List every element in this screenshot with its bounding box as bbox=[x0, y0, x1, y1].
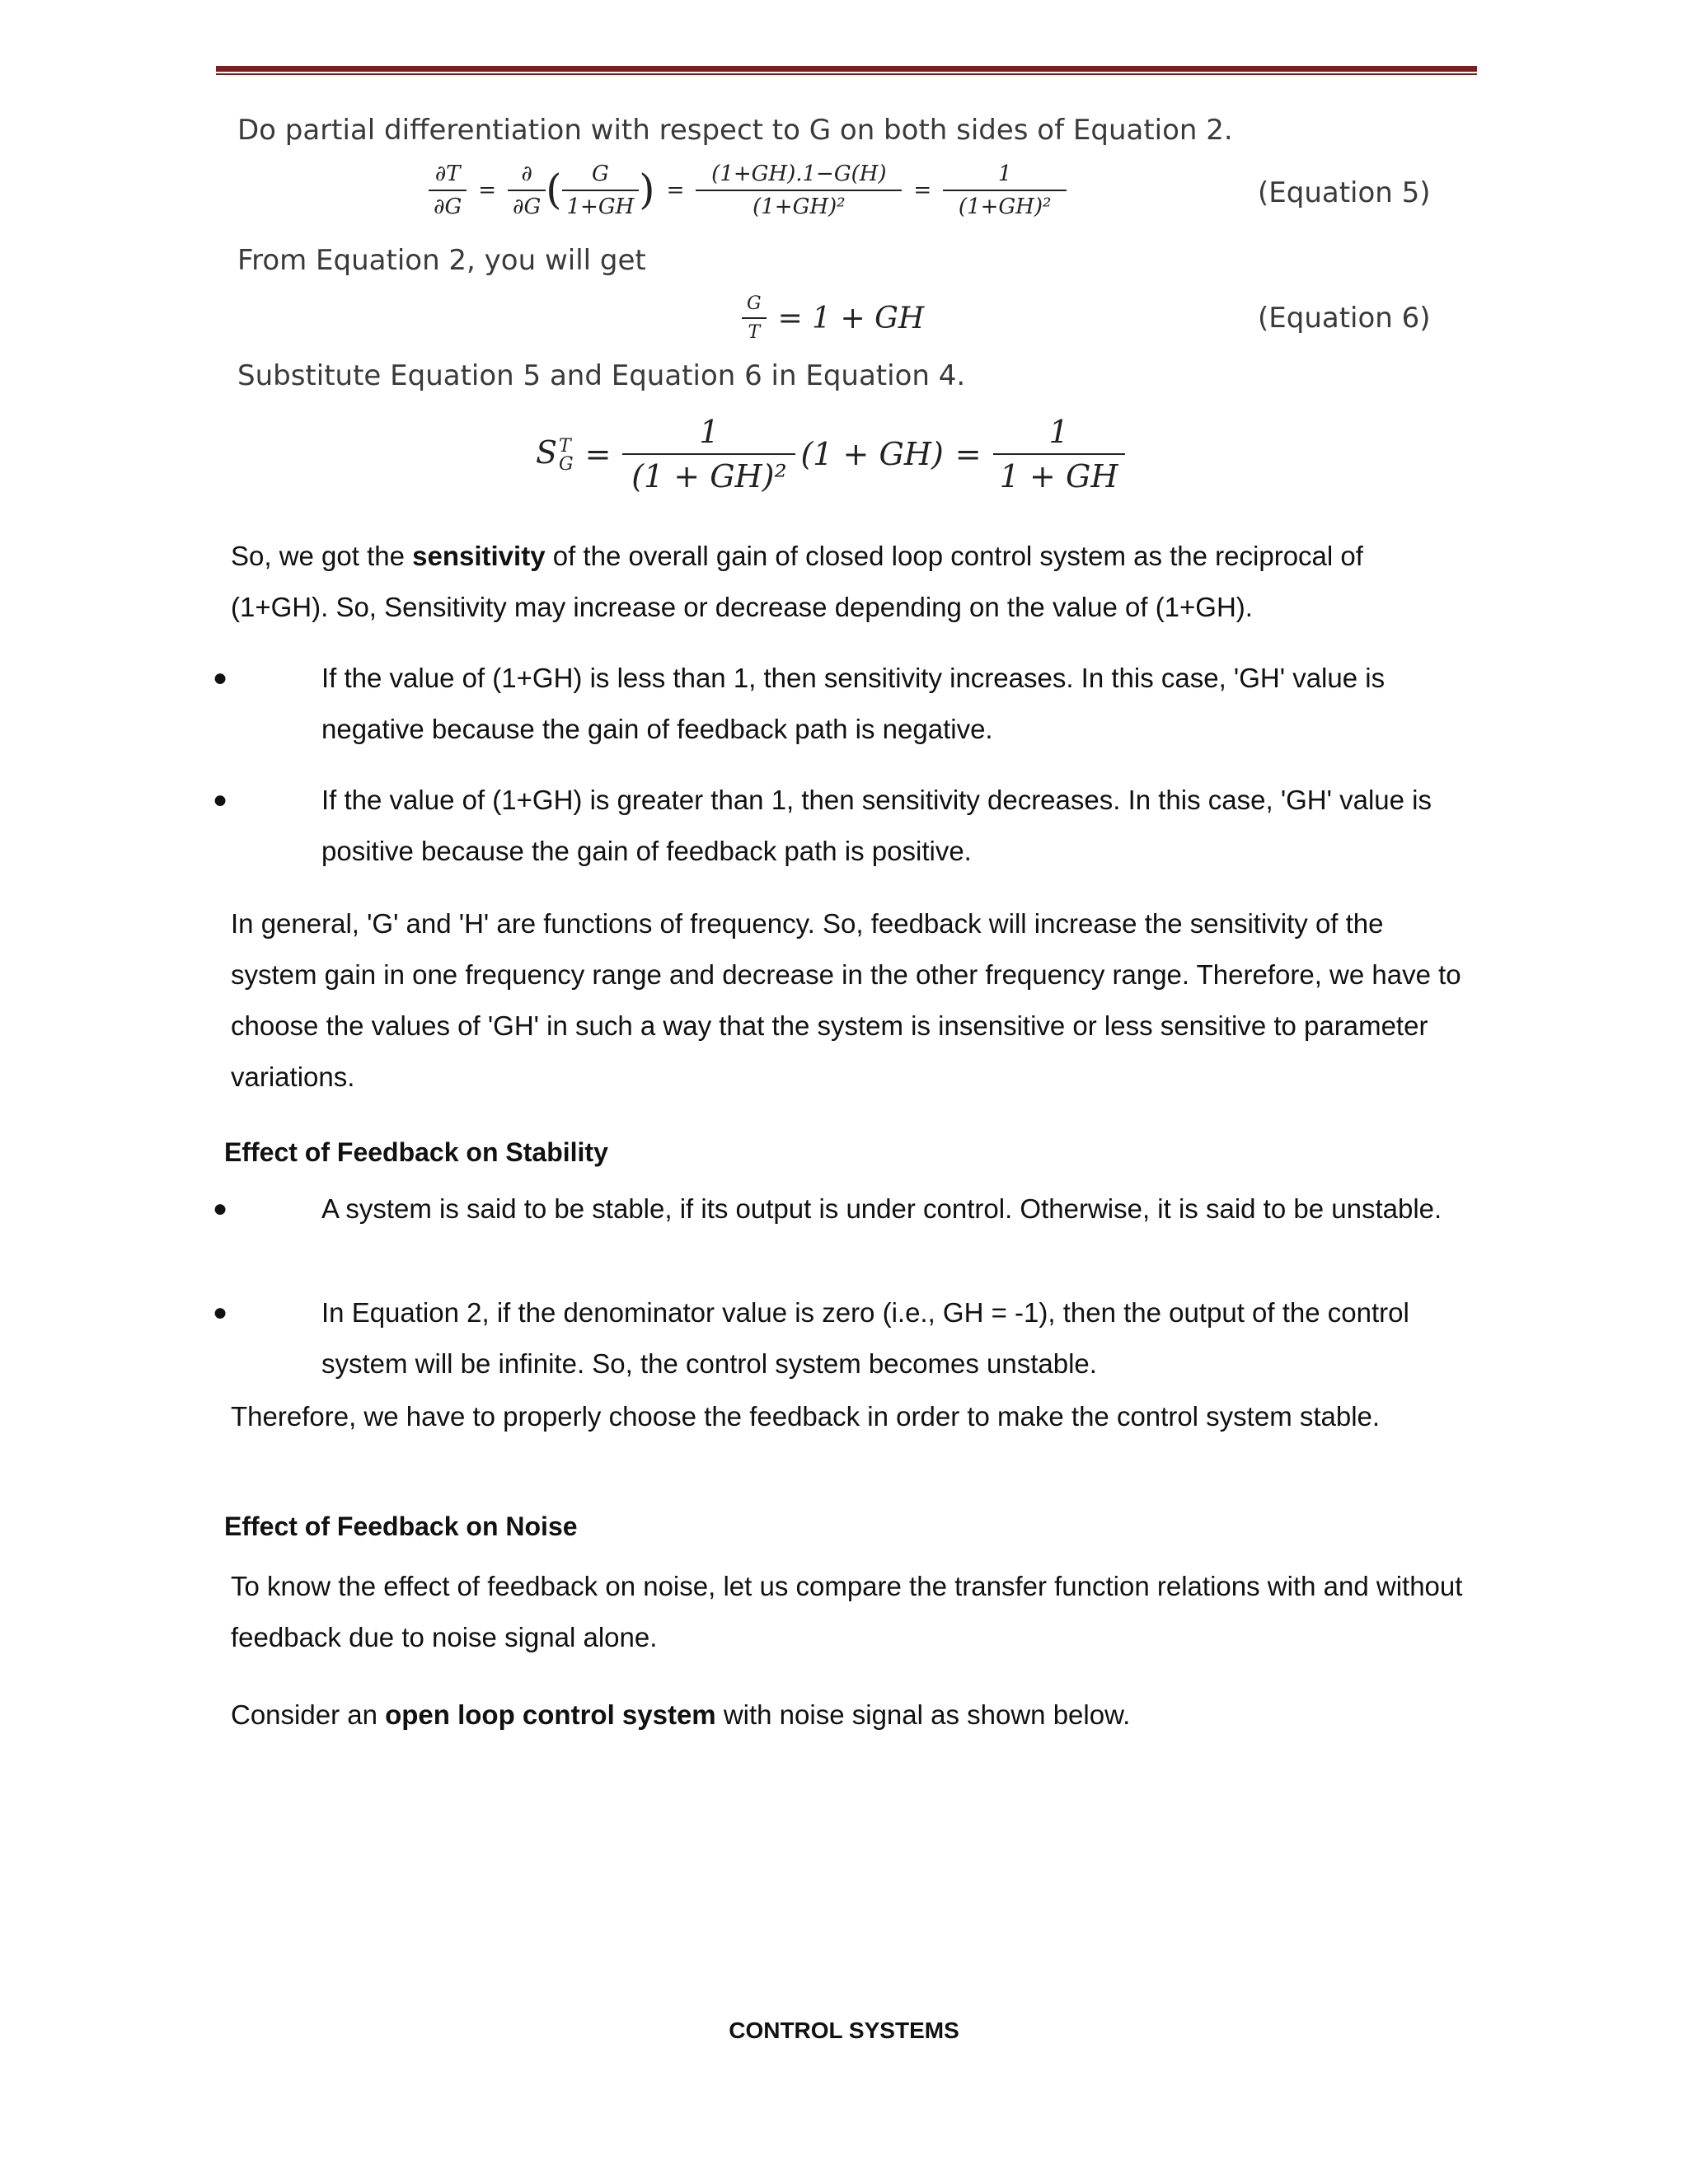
frequency-paragraph: In general, 'G' and 'H' are functions of frequency. So, feedback will increase the sensitivity of the system gain in one frequency range and decrease in the other frequency range. Therefore, we have to choose the values of 'GH' in such a way that the system is insensitive or less sensitive to parameter variations. bbox=[231, 908, 1461, 1092]
header-rule-thin bbox=[216, 73, 1477, 75]
open-loop-paragraph: Consider an open loop control system with noise signal as shown below. bbox=[231, 1699, 1131, 1730]
noise-paragraph: To know the effect of feedback on noise, let us compare the transfer function relations with and without feedback due to noise signal alone. bbox=[231, 1571, 1463, 1652]
sensitivity-term: sensitivity bbox=[412, 541, 546, 571]
list-item: ● A system is said to be stable, if its output is under control. Otherwise, it is said to be unstable. bbox=[274, 1183, 1467, 1235]
sensitivity-paragraph: So, we got the sensitivity of the overall gain of closed loop control system as the reciprocal of (1+GH). So, Sensitivity may increase or decrease depending on the value of (1+GH). bbox=[231, 541, 1363, 622]
intro-text: Do partial differentiation with respect to G on both sides of Equation 2. bbox=[237, 114, 1233, 147]
substitute-text: Substitute Equation 5 and Equation 6 in Equation 4. bbox=[237, 359, 966, 392]
equation-6-label: (Equation 6) bbox=[1258, 302, 1431, 335]
sensitivity-equation: S T G = $\frac{1}{\text{(1 + GH)²}}$ (1 + GH) = $\frac{1}{1 + GH}$ bbox=[536, 414, 1125, 494]
stability-conclusion: Therefore, we have to properly choose the feedback in order to make the control system stable. bbox=[231, 1401, 1381, 1432]
bullet-icon: ● bbox=[213, 1195, 228, 1222]
heading-stability: Effect of Feedback on Stability bbox=[224, 1137, 608, 1167]
equation-6: $\frac{G}{T}$ = 1 + GH bbox=[742, 293, 924, 343]
bullet-icon: ● bbox=[213, 1299, 228, 1326]
bullet-icon: ● bbox=[213, 786, 228, 813]
bullet-icon: ● bbox=[213, 664, 228, 691]
list-item: ● If the value of (1+GH) is greater than 1, then sensitivity decreases. In this case, 'GH' value is positive because the gain of feedback path is positive. bbox=[274, 775, 1467, 877]
header-rule bbox=[216, 66, 1477, 72]
equation-5: $\frac{\partial T}{\partial G}$ = $\frac{\partial}{\partial G}$ ( $\frac{G}{1+GH}$ ) = $\frac{(1+GH).1-G(H)}{\text{(1+GH)²}}$ = $\frac{1}{\text{(1+GH)²}}$ bbox=[429, 162, 1067, 219]
open-loop-term: open loop control system bbox=[385, 1699, 716, 1730]
from-equation-text: From Equation 2, you will get bbox=[237, 244, 646, 277]
list-item: ● If the value of (1+GH) is less than 1, then sensitivity increases. In this case, 'GH' value is negative because the gain of feedback path is negative. bbox=[274, 653, 1467, 755]
list-item: ● In Equation 2, if the denominator value is zero (i.e., GH = -1), then the output of the control system will be infinite. So, the control system becomes unstable. bbox=[274, 1287, 1467, 1390]
page-footer: CONTROL SYSTEMS bbox=[729, 2018, 959, 2043]
equation-5-label: (Equation 5) bbox=[1258, 176, 1431, 209]
heading-noise: Effect of Feedback on Noise bbox=[224, 1511, 578, 1541]
